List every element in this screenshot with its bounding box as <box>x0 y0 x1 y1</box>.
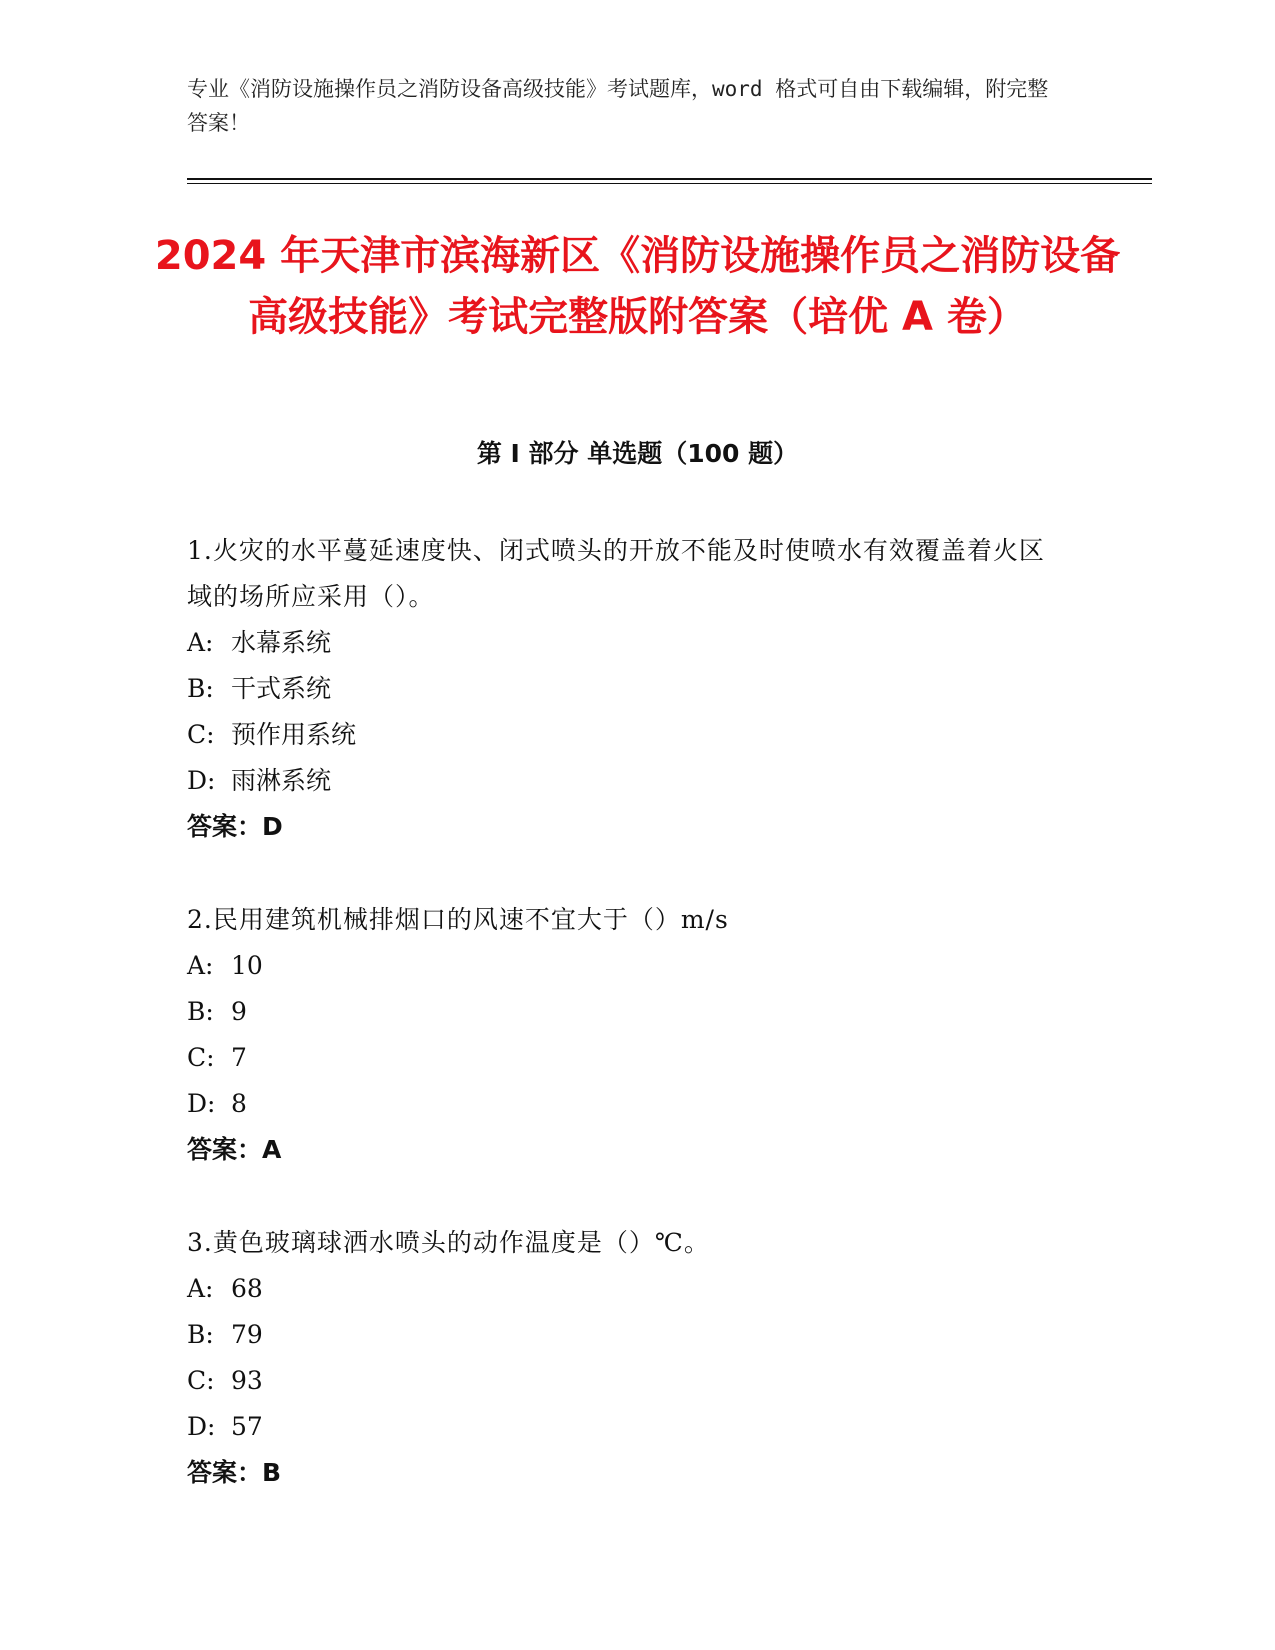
question-stem: 2.民用建筑机械排烟口的风速不宜大于（）m/s <box>187 905 729 934</box>
option-text: 干式系统 <box>231 674 332 703</box>
question-list <box>187 528 1067 1543</box>
option-text: 57 <box>231 1412 263 1441</box>
option-text: 雨淋系统 <box>231 766 332 795</box>
section-title: 第 I 部分 单选题（100 题） <box>476 439 799 468</box>
question-stem: 3.黄色玻璃球洒水喷头的动作温度是（）℃。 <box>187 1228 710 1257</box>
question-option <box>187 1358 1067 1404</box>
header-note: 专业《消防设施操作员之消防设备高级技能》考试题库，word 格式可自由下载编辑，附完整答案！ <box>187 77 1049 135</box>
answer-line: 答案：A <box>187 1135 282 1164</box>
question-option <box>187 1312 1067 1358</box>
question-option <box>187 1266 1067 1312</box>
option-text: 预作用系统 <box>231 720 357 749</box>
option-key: C: <box>187 720 215 749</box>
header-divider <box>187 178 1152 180</box>
option-text: 68 <box>231 1274 263 1303</box>
question-option <box>187 758 1067 804</box>
option-key: D: <box>187 766 216 795</box>
option-text: 10 <box>231 951 263 980</box>
option-text: 9 <box>231 997 247 1026</box>
option-key: C: <box>187 1043 215 1072</box>
option-key: D: <box>187 1412 216 1441</box>
option-text: 93 <box>231 1366 263 1395</box>
question-option <box>187 666 1067 712</box>
option-key: A: <box>187 628 214 657</box>
answer-line: 答案：B <box>187 1458 282 1487</box>
question-option <box>187 620 1067 666</box>
option-key: D: <box>187 1089 216 1118</box>
option-text: 79 <box>231 1320 263 1349</box>
option-key: A: <box>187 951 214 980</box>
option-key: C: <box>187 1366 215 1395</box>
question-option <box>187 712 1067 758</box>
question-option <box>187 1081 1067 1127</box>
document-title: 2024 年天津市滨海新区《消防设施操作员之消防设备高级技能》考试完整版附答案（培优 A 卷） <box>154 233 1121 340</box>
question-option <box>187 943 1067 989</box>
option-text: 水幕系统 <box>231 628 332 657</box>
header-divider-thin <box>187 183 1152 184</box>
question-stem: 1.火灾的水平蔓延速度快、闭式喷头的开放不能及时使喷水有效覆盖着火区域的场所应采用（）。 <box>187 536 1045 611</box>
question-item <box>187 1220 1067 1496</box>
option-text: 7 <box>231 1043 247 1072</box>
option-key: A: <box>187 1274 214 1303</box>
option-key: B: <box>187 1320 214 1349</box>
question-item <box>187 897 1067 1173</box>
question-option <box>187 989 1067 1035</box>
answer-line: 答案：D <box>187 812 283 841</box>
option-text: 8 <box>231 1089 247 1118</box>
option-key: B: <box>187 997 214 1026</box>
question-item <box>187 528 1067 850</box>
question-option <box>187 1035 1067 1081</box>
option-key: B: <box>187 674 214 703</box>
question-option <box>187 1404 1067 1450</box>
